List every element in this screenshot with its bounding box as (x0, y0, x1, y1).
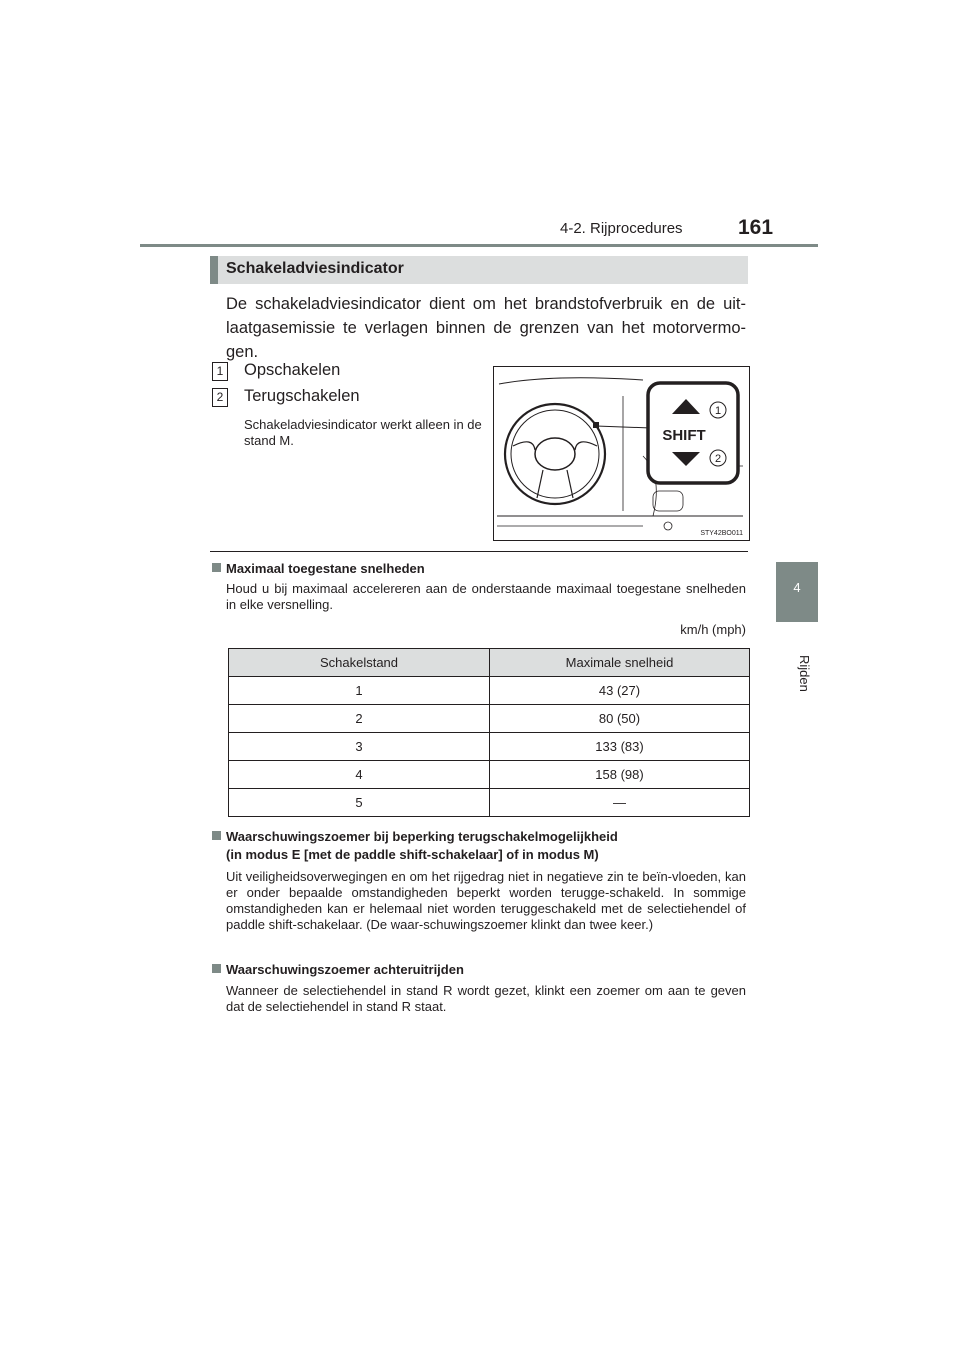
cell-speed: — (490, 789, 750, 817)
callout-number-2: 2 (714, 453, 722, 465)
figure-code: STY42BO011 (700, 530, 743, 537)
reverse-buzzer-text: Wanneer de selectiehendel in stand R wordt gezet, klinkt een zoemer om aan te geven dat de selectiehendel in stand R staat. (226, 983, 746, 1014)
reverse-buzzer-heading-text: Waarschuwingszoemer achteruitrijden (226, 962, 464, 977)
chapter-tab-label: Rijden (797, 655, 812, 692)
cell-gear: 5 (229, 789, 490, 817)
speed-table (228, 648, 750, 817)
table-row (229, 761, 750, 789)
downshift-buzzer-heading (212, 829, 618, 845)
table-row (229, 677, 750, 705)
cell-speed: 133 (83) (490, 733, 750, 761)
chapter-tab-rule (776, 620, 818, 622)
speeds-heading-text: Maximaal toegestane snelheden (226, 561, 425, 576)
table-row (229, 789, 750, 817)
section-title: Schakeladviesindicator (226, 260, 404, 277)
item-number-1: 1 (212, 362, 228, 381)
cell-speed: 158 (98) (490, 761, 750, 789)
dashboard-illustration (493, 366, 750, 541)
downshift-buzzer-text: Uit veiligheidsoverwegingen en om het rijgedrag niet in negatieve zin te beïn-vloeden, kan er onder bepaalde omstandigheden beperkt worden terugge-schakeld. In sommige omstandigheden kan er helemaal niet worden teruggeschakeld met de selectiehendel of paddle shift-schakelaar. (De waar-schuwingszoemer klinkt dan twee keer.) (226, 869, 746, 932)
table-row (229, 705, 750, 733)
header-rule (140, 244, 818, 247)
reverse-buzzer-heading (212, 962, 464, 978)
speeds-unit: km/h (mph) (680, 622, 746, 637)
table-row (229, 733, 750, 761)
dashboard-drawing (493, 366, 750, 541)
divider-rule (210, 551, 748, 552)
cell-gear: 4 (229, 761, 490, 789)
column-header-gear: Schakelstand (229, 649, 490, 677)
note-text: Schakeladviesindicator werkt alleen in de stand M. (244, 417, 482, 448)
bullet-square-icon (212, 563, 221, 572)
running-header-section: 4-2. Rijprocedures (560, 220, 683, 237)
cell-speed: 43 (27) (490, 677, 750, 705)
downshift-buzzer-heading-line1: Waarschuwingszoemer bij beperking terugschakelmogelijkheid (226, 829, 618, 844)
callout-number-1: 1 (714, 405, 722, 417)
speeds-text: Houd u bij maximaal accelereren aan de onderstaande maximaal toegestane snelheden in elke versnelling. (226, 581, 746, 612)
table-header-row (229, 649, 750, 677)
page-number: 161 (738, 216, 774, 239)
cell-gear: 1 (229, 677, 490, 705)
bullet-square-icon (212, 831, 221, 840)
downshift-buzzer-heading-line2: (in modus E [met de paddle shift-schakelaar] of in modus M) (226, 847, 599, 862)
speeds-heading (212, 561, 425, 577)
bullet-square-icon (212, 964, 221, 973)
intro-paragraph: De schakeladviesindicator dient om het brandstofverbruik en de uit-laatgasemissie te verlagen binnen de grenzen van het motorvermo-gen. (226, 295, 746, 361)
item-upshift: Opschakelen (244, 361, 341, 379)
cell-gear: 2 (229, 705, 490, 733)
section-heading-marker (210, 256, 218, 284)
cell-speed: 80 (50) (490, 705, 750, 733)
item-downshift: Terugschakelen (244, 387, 360, 405)
shift-label: SHIFT (662, 427, 706, 444)
cell-gear: 3 (229, 733, 490, 761)
item-number-2: 2 (212, 388, 228, 407)
chapter-tab-number: 4 (793, 580, 801, 595)
column-header-speed: Maximale snelheid (490, 649, 750, 677)
